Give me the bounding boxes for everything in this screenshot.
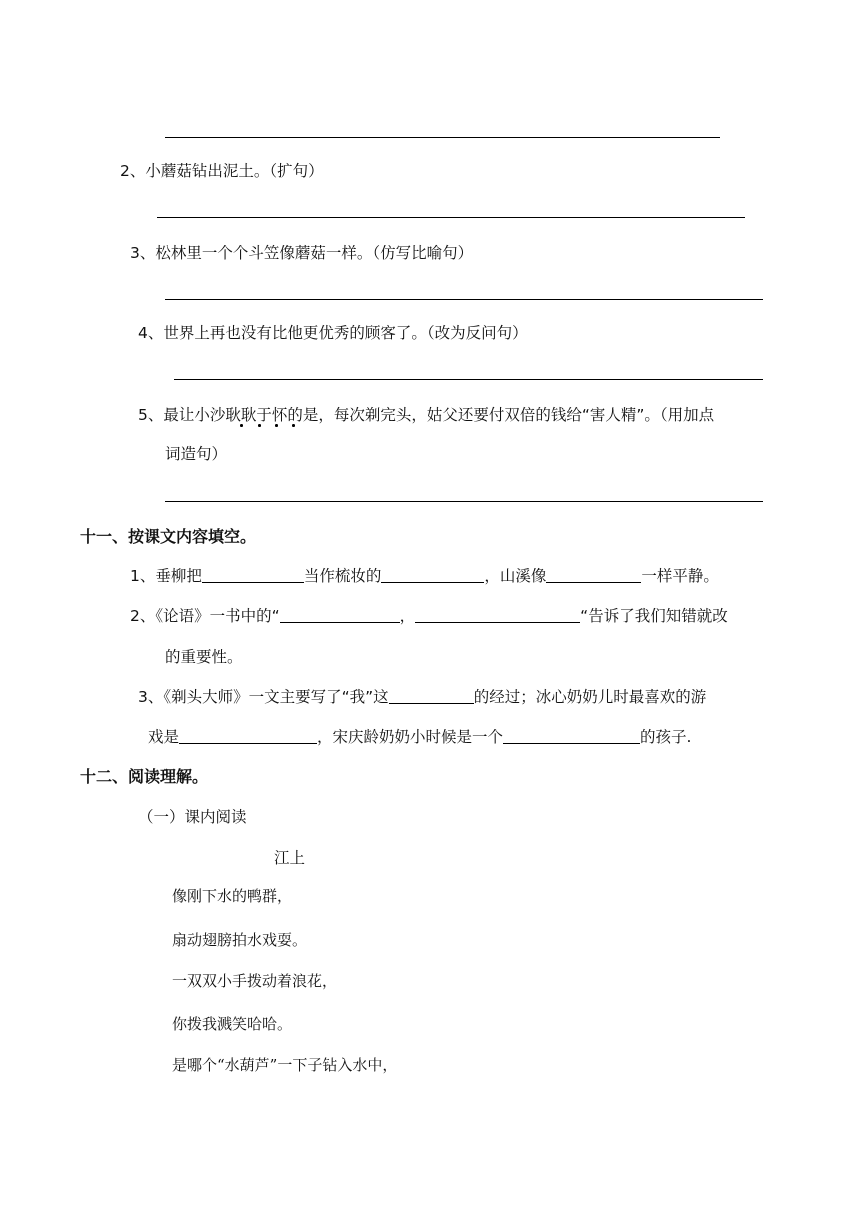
question-3: 3、松林里一个个斗笠像蘑菇一样。（仿写比喻句） <box>130 244 474 262</box>
subsection-title: （一）课内阅读 <box>138 808 247 826</box>
poem-line: 是哪个“水葫芦”一下子钻入水中， <box>172 1056 398 1074</box>
blank-field[interactable] <box>546 566 641 583</box>
answer-line-2[interactable] <box>157 217 745 218</box>
poem-line: 扇动翅膀拍水戏耍。 <box>172 931 308 949</box>
poem-line: 一双双小手拨动着浪花， <box>172 972 338 990</box>
poem-line: 你拨我溅笑哈哈。 <box>172 1015 293 1033</box>
blank-field[interactable] <box>415 606 580 623</box>
poem-title: 江上 <box>274 849 306 867</box>
emphasis-dot <box>258 424 261 427</box>
fill-item-2: 2、《论语》一书中的“ ， “告诉了我们知错就改 <box>130 607 728 625</box>
question-5: 5、最让小沙耿耿于怀的是，每次剃完头，姑父还要付双倍的钱给“害人精”。（用加点 <box>138 406 715 424</box>
blank-field[interactable] <box>389 687 474 704</box>
section-12-heading: 十二、阅读理解。 <box>80 767 209 786</box>
fill-item-2-line2: 的重要性。 <box>165 648 243 666</box>
blank-field[interactable] <box>503 727 640 744</box>
blank-field[interactable] <box>280 606 400 623</box>
answer-line-4[interactable] <box>174 379 763 380</box>
blank-field[interactable] <box>381 566 484 583</box>
answer-line-1[interactable] <box>165 137 720 138</box>
poem-line: 像刚下水的鸭群， <box>172 887 293 905</box>
question-2: 2、小蘑菇钻出泥土。（扩句） <box>120 162 324 180</box>
blank-field[interactable] <box>202 566 304 583</box>
fill-item-3-line2: 戏是 ，宋庆龄奶奶小时候是一个 的孩子. <box>148 728 692 746</box>
answer-line-5[interactable] <box>165 501 763 502</box>
fill-item-3: 3、《剃头大师》一文主要写了“我”这 的经过；冰心奶奶儿时最喜欢的游 <box>138 688 707 706</box>
emphasis-dot <box>275 424 278 427</box>
blank-field[interactable] <box>179 727 317 744</box>
question-5-line2: 词造句） <box>165 445 228 463</box>
question-4: 4、世界上再也没有比他更优秀的顾客了。（改为反问句） <box>138 324 528 342</box>
section-11-heading: 十一、按课文内容填空。 <box>80 527 257 546</box>
emphasis-dot <box>240 424 243 427</box>
answer-line-3[interactable] <box>165 299 763 300</box>
emphasis-dot <box>292 424 295 427</box>
fill-item-1: 1、垂柳把 当作梳妆的 ，山溪像 一样平静。 <box>130 567 719 585</box>
